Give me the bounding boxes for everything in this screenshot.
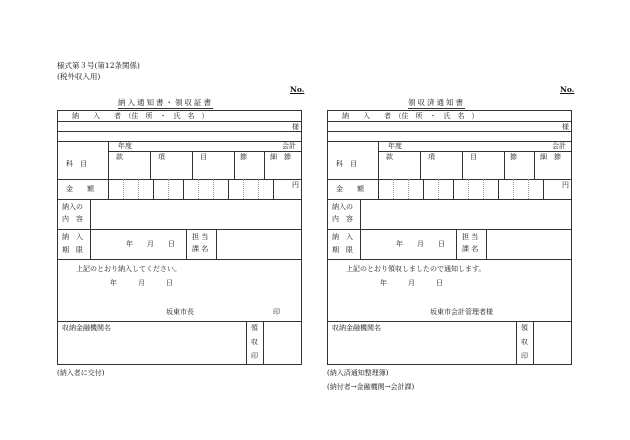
right-form-title: 領収済通知書 [408,98,465,107]
right-tanto-line1: 担 当 [462,233,479,241]
left-nounyu-line1: 納入の [62,203,83,211]
right-kamoku: 科 目 [336,160,357,168]
left-ryo: 領 [251,324,258,332]
form-type: (税外収入用) [57,72,101,81]
left-shu: 収 [251,338,258,346]
left-year-label: 年度 [118,142,132,150]
right-kigen-line1: 納 入 [332,233,353,241]
right-yen: 円 [562,181,569,189]
left-form-title: 納入通知書・領収証書 [118,98,213,107]
right-kingaku: 金 額 [336,185,364,193]
right-nounyu-line2: 内 容 [332,215,353,223]
left-kan: 款 [116,153,123,161]
left-bank-label: 収納金融機関名 [62,324,111,332]
left-total-label: 会計 [282,142,296,150]
right-message: 上記のとおり領収しましたので通知します。 [346,265,486,273]
left-kou: 項 [158,153,165,161]
left-kigen-line1: 納 入 [62,233,83,241]
right-payer-header: 納 入 者 （住 所 ・ 氏 名 ） [342,112,479,120]
right-footnote-1: (納入済通知整理簿) [327,369,389,377]
right-tanto-line2: 課 名 [462,245,479,253]
right-bank-label: 収納金融機関名 [332,324,381,332]
left-seal: 印 [273,308,280,316]
left-no-label: No. [290,85,305,94]
left-sama: 様 [292,123,299,131]
left-payer-header: 納 入 者 （住 所 ・ 氏 名 ） [72,112,209,120]
left-date-ymd: 年 月 日 [126,240,175,248]
right-date-ymd: 年 月 日 [396,240,445,248]
left-footnote: (納入者に交付) [57,369,105,377]
right-ryo: 領 [521,324,528,332]
right-shu: 収 [521,338,528,346]
right-year-label: 年度 [388,142,402,150]
left-setsu: 節 [240,153,247,161]
right-total-label: 会計 [552,142,566,150]
right-kigen-line2: 期 限 [332,246,353,254]
right-addressee: 坂東市会計管理者様 [430,308,493,316]
right-nounyu-line1: 納入の [332,203,353,211]
left-moku: 目 [200,153,207,161]
right-setsu: 節 [510,153,517,161]
left-kamoku: 科 目 [66,160,87,168]
right-kan: 款 [386,153,393,161]
left-issuer: 坂東市長 [166,308,194,316]
left-tanto-line1: 担 当 [192,233,209,241]
right-in: 印 [521,352,528,360]
left-yen: 円 [292,181,299,189]
left-kingaku: 金 額 [66,185,94,193]
left-nounyu-line2: 内 容 [62,215,83,223]
left-tanto-line2: 課 名 [192,245,209,253]
left-message-date: 年 月 日 [110,279,173,287]
left-in: 印 [251,352,258,360]
right-kou: 項 [428,153,435,161]
right-footnote-2: (納付者→金融機関→会計課) [327,383,415,391]
right-moku: 目 [470,153,477,161]
right-no-label: No. [560,85,575,94]
right-message-date: 年 月 日 [380,279,443,287]
form-number: 様式第３号(第12条関係) [57,61,140,70]
left-form [57,110,302,365]
left-saisetsu: 細 節 [270,153,291,161]
left-kigen-line2: 期 限 [62,246,83,254]
right-saisetsu: 細 節 [540,153,561,161]
right-form [327,110,572,365]
right-sama: 様 [562,123,569,131]
left-message: 上記のとおり納入してください。 [76,265,181,273]
